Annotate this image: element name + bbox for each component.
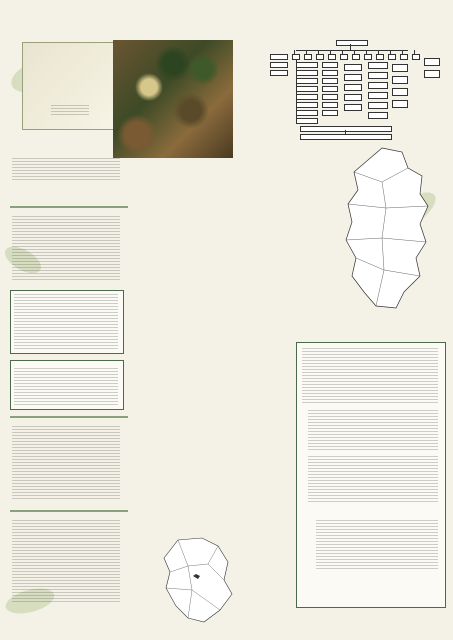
flowchart-node: [368, 62, 388, 69]
flowchart-node: [300, 126, 392, 132]
review-para4: [316, 520, 438, 570]
flowchart-node: [424, 58, 440, 66]
flowchart-node: [392, 64, 408, 72]
flowchart-node: [344, 104, 362, 111]
flowchart-node: [368, 82, 388, 89]
flowchart-node: [322, 70, 338, 76]
section-society-text: [12, 520, 120, 604]
flowchart-node: [368, 102, 388, 109]
section-eco-sys-text: [14, 368, 118, 406]
section-ecology-heading: [10, 416, 128, 418]
cover-text-lines: [51, 105, 89, 117]
flowchart-node: [412, 54, 420, 60]
flowchart-node: [296, 86, 318, 92]
flowchart-node: [296, 118, 318, 124]
flowchart-connector: [296, 50, 408, 51]
flowchart-node: [270, 54, 288, 60]
flowchart-node: [296, 94, 318, 100]
flowchart-node: [322, 62, 338, 68]
flowchart-node: [368, 92, 388, 99]
review-para1: [302, 348, 438, 404]
flowchart-node: [296, 70, 318, 76]
flowchart-node: [392, 76, 408, 84]
flowchart-node: [340, 54, 348, 60]
flowchart-node: [296, 102, 318, 108]
flowchart-node: [388, 54, 396, 60]
flowchart-node: [336, 40, 368, 46]
flowchart-node: [364, 54, 372, 60]
flowchart-node: [344, 94, 362, 101]
review-para3: [308, 456, 438, 504]
flowchart-node: [344, 84, 362, 91]
flowchart-node: [322, 110, 338, 116]
review-para2: [308, 410, 438, 450]
flowchart-node: [368, 112, 388, 119]
right-region-map: [342, 146, 432, 312]
flowchart-node: [316, 54, 324, 60]
flowchart-node: [322, 102, 338, 108]
flowchart-node: [300, 134, 392, 140]
flowchart-node: [270, 62, 288, 68]
flowchart-node: [296, 62, 318, 68]
eco-zoning-map: [158, 536, 236, 626]
flowchart-node: [392, 88, 408, 96]
flowchart-node: [322, 78, 338, 84]
section-framework-text: [14, 294, 118, 350]
satellite-image: [113, 40, 233, 158]
section-society-heading: [10, 510, 128, 512]
flowchart-node: [328, 54, 336, 60]
flowchart-node: [322, 86, 338, 92]
flowchart-node: [352, 54, 360, 60]
chapter1-text: [12, 158, 120, 182]
flowchart-connector: [345, 130, 346, 134]
section-ecology-text: [12, 426, 120, 500]
flowchart-node: [344, 64, 362, 71]
flowchart-node: [322, 94, 338, 100]
cover-book: [22, 42, 116, 130]
section-1-5-heading: [10, 206, 128, 208]
flowchart-node: [376, 54, 384, 60]
flowchart-node: [368, 72, 388, 79]
flowchart-node: [400, 54, 408, 60]
flowchart-node: [304, 54, 312, 60]
flowchart-node: [344, 74, 362, 81]
flowchart-node: [424, 70, 440, 78]
section-1-5-text: [12, 216, 120, 282]
flowchart-node: [392, 100, 408, 108]
flowchart-node: [296, 78, 318, 84]
flowchart-node: [296, 110, 318, 116]
flowchart-node: [270, 70, 288, 76]
